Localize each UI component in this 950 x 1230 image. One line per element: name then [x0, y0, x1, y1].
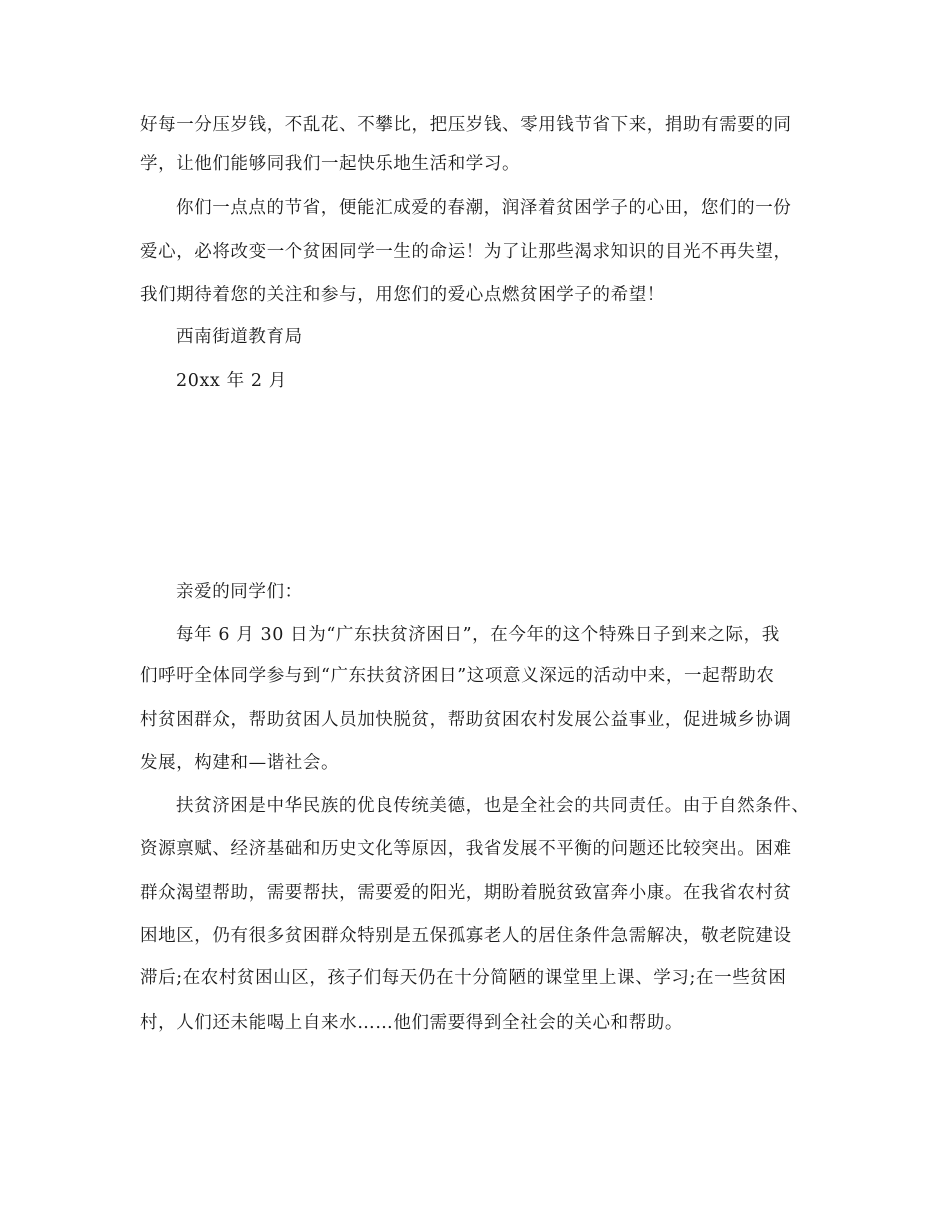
- text-line-13: 困地区，仍有很多贫困群众特别是五保孤寡老人的居住条件急需解决，敬老院建设: [140, 926, 792, 946]
- text-line-1: 好每一分压岁钱，不乱花、不攀比，把压岁钱、零用钱节省下来，捐助有需要的同: [140, 115, 792, 135]
- text-line-11: 资源禀赋、经济基础和历史文化等原因，我省发展不平衡的问题还比较突出。困难: [140, 839, 792, 859]
- signature-date: 20xx 年 2 月: [176, 371, 287, 391]
- signature-org: 西南街道教育局: [176, 327, 303, 347]
- text-line-8: 村贫困群众，帮助贫困人员加快脱贫，帮助贫困农村发展公益事业，促进城乡协调: [140, 710, 792, 730]
- text-line-2: 学，让他们能够同我们一起快乐地生活和学习。: [140, 154, 521, 174]
- text-line-10: 扶贫济困是中华民族的优良传统美德，也是全社会的共同责任。由于自然条件、: [176, 796, 810, 816]
- salutation: 亲爱的同学们：: [176, 582, 303, 602]
- text-line-14: 滞后;在农村贫困山区，孩子们每天仍在十分简陋的课堂里上课、学习;在一些贫困: [140, 968, 787, 988]
- text-line-12: 群众渴望帮助，需要帮扶，需要爱的阳光，期盼着脱贫致富奔小康。在我省农村贫: [140, 883, 792, 903]
- text-line-6: 每年 6 月 30 日为“广东扶贫济困日”，在今年的这个特殊日子到来之际，我: [176, 625, 780, 645]
- text-line-15: 村，人们还未能喝上自来水……他们需要得到全社会的关心和帮助。: [140, 1013, 683, 1033]
- text-line-5: 我们期待着您的关注和参与，用您们的爱心点燃贫困学子的希望！: [140, 285, 665, 305]
- text-line-3: 你们一点点的节省，便能汇成爱的春潮，润泽着贫困学子的心田，您们的一份: [176, 198, 792, 218]
- text-line-7: 们呼吁全体同学参与到“广东扶贫济困日”这项意义深远的活动中来，一起帮助农: [140, 666, 775, 686]
- text-line-4: 爱心，必将改变一个贫困同学一生的命运！为了让那些渴求知识的目光不再失望，: [140, 242, 792, 262]
- text-line-9: 发展，构建和—谐社会。: [140, 753, 340, 773]
